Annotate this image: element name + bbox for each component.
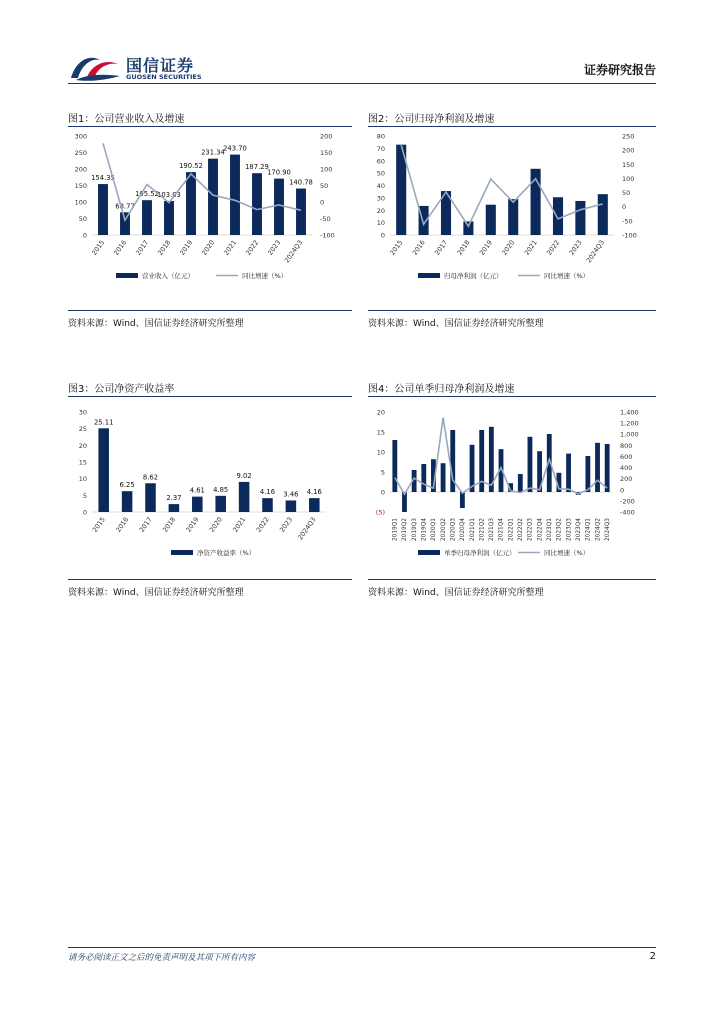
chart-quarterly-profit <box>368 400 656 580</box>
bar-2020 <box>508 199 518 235</box>
y-right-tick-label: -50 <box>622 217 633 226</box>
x-tick-label: 2023Q2 <box>556 518 563 542</box>
data-label: 2.37 <box>166 494 182 503</box>
bar-2019Q4 <box>421 464 426 492</box>
y-left-tick-label: 20 <box>78 441 87 450</box>
y-left-tick-label: 0 <box>380 488 385 497</box>
data-label: 4.61 <box>189 486 205 495</box>
x-tick-label: 2020Q3 <box>450 518 457 542</box>
x-tick-label: 2020 <box>200 238 217 257</box>
x-tick-label: 2017 <box>134 238 151 257</box>
logo-english-name: GUOSEN SECURITIES <box>126 73 202 81</box>
data-label: 170.90 <box>267 168 291 177</box>
data-label: 25.11 <box>93 418 114 427</box>
figure-panel-2 <box>368 110 656 335</box>
legend-bar-swatch <box>171 550 193 555</box>
x-tick-label: 2024Q3 <box>584 238 607 265</box>
x-tick-label: 2019 <box>184 515 201 534</box>
bar-2024Q1 <box>585 456 590 492</box>
x-tick-label: 2022Q2 <box>518 518 525 542</box>
y-right-tick-label: 400 <box>620 464 633 473</box>
x-tick-label: 2021 <box>222 238 239 257</box>
x-tick-label: 2023 <box>278 515 295 534</box>
y-left-tick-label: 30 <box>78 408 87 417</box>
y-right-tick-label: -50 <box>320 215 331 223</box>
bar-2024Q3 <box>296 189 306 235</box>
bar-2023 <box>286 500 297 512</box>
y-left-tick-label: 30 <box>376 194 385 203</box>
bar-2017 <box>142 200 152 235</box>
x-tick-label: 2017 <box>433 238 450 257</box>
x-tick-label: 2019Q2 <box>402 518 409 542</box>
figure-source: 资料来源：Wind、国信证券经济研究所整理 <box>68 319 244 329</box>
chart-revenue <box>68 130 352 310</box>
y-right-tick-label: 150 <box>622 160 635 169</box>
legend-bar-swatch <box>116 273 138 278</box>
x-tick-label: 2016 <box>112 238 129 257</box>
guosen-logo-icon <box>68 50 124 86</box>
y-left-tick-label: 15 <box>376 428 385 437</box>
bar-2020 <box>215 496 226 512</box>
y-left-tick-label: 10 <box>376 219 385 228</box>
chart-roe <box>68 400 352 580</box>
logo-chinese-name: 国信证券 <box>126 56 195 75</box>
x-tick-label: 2018 <box>161 515 178 534</box>
bar-2019Q1 <box>392 440 397 492</box>
x-tick-label: 2022Q4 <box>537 518 544 542</box>
y-left-tick-label: 80 <box>376 132 385 141</box>
x-tick-label: 2020Q1 <box>431 518 438 542</box>
y-left-tick-label: 0 <box>82 508 87 517</box>
y-right-tick-label: -400 <box>620 508 635 517</box>
y-right-tick-label: -100 <box>622 231 637 240</box>
x-tick-label: 2021Q3 <box>489 518 496 542</box>
guosen-logo <box>68 50 208 86</box>
data-label: 68.77 <box>115 202 135 211</box>
y-left-tick-label: 0 <box>380 231 385 240</box>
y-left-tick-label: 100 <box>74 198 87 207</box>
legend-entry: 单季归母净利润（亿元） <box>444 549 516 557</box>
bar-2020Q4 <box>460 492 465 508</box>
y-right-tick-label: -100 <box>320 231 335 240</box>
figure-bottom-rule <box>68 579 352 580</box>
legend-entry: 归母净利润（亿元） <box>444 272 503 280</box>
x-tick-label: 2019 <box>178 238 195 257</box>
bar-2021 <box>239 482 250 512</box>
figure-panel-1 <box>68 110 352 335</box>
bar-2015 <box>98 184 108 235</box>
legend-entry: 同比增速（%） <box>242 272 288 280</box>
x-tick-label: 2023Q4 <box>575 518 582 542</box>
data-label: 8.62 <box>142 473 159 482</box>
y-left-tick-label: 0 <box>82 231 87 240</box>
x-tick-label: 2023 <box>266 238 283 257</box>
bar-2015 <box>98 428 109 512</box>
chart-net-profit <box>368 130 656 310</box>
growth-line <box>401 145 603 226</box>
data-label: 3.46 <box>283 490 299 499</box>
bar-2016 <box>122 491 133 512</box>
figure-title: 图3：公司净资产收益率 <box>68 384 175 395</box>
page-header <box>68 50 656 86</box>
x-tick-label: 2022 <box>244 238 261 257</box>
page-number: 2 <box>649 951 656 962</box>
data-label: 140.78 <box>289 178 313 187</box>
x-tick-label: 2024Q3 <box>604 518 611 542</box>
y-right-tick-label: 1,400 <box>620 408 639 417</box>
x-tick-label: 2021 <box>522 238 539 257</box>
x-tick-label: 2015 <box>90 238 107 257</box>
data-label: 105.52 <box>135 190 159 199</box>
figure-title: 图2：公司归母净利润及增速 <box>368 114 495 125</box>
x-tick-label: 2021Q4 <box>498 518 505 542</box>
y-right-tick-label: 0 <box>320 198 325 207</box>
x-tick-label: 2023Q1 <box>547 518 554 542</box>
legend-bar-swatch <box>418 273 440 278</box>
figure-title-rule <box>68 396 352 397</box>
data-label: 4.16 <box>306 488 322 497</box>
footer-divider <box>68 947 656 948</box>
header-divider <box>68 83 656 84</box>
x-tick-label: 2024Q3 <box>282 238 305 265</box>
figure-title: 图1：公司营业收入及增速 <box>68 114 185 125</box>
x-tick-label: 2016 <box>410 238 427 257</box>
figure-panel-3 <box>68 380 352 605</box>
x-tick-label: 2021 <box>231 515 248 534</box>
legend-entry: 同比增速（%） <box>544 549 590 557</box>
y-right-tick-label: 150 <box>320 149 333 157</box>
x-tick-label: 2020 <box>500 238 517 257</box>
y-left-tick-label: 60 <box>376 157 385 166</box>
y-right-tick-label: 50 <box>320 182 329 190</box>
x-tick-label: 2019Q4 <box>421 518 428 542</box>
y-right-tick-label: 600 <box>620 452 633 461</box>
figure-title: 图4：公司单季归母净利润及增速 <box>368 384 515 395</box>
bar-2018 <box>463 221 473 235</box>
data-label: 4.16 <box>259 488 276 497</box>
y-right-tick-label: -200 <box>620 497 635 506</box>
figure-source: 资料来源：Wind、国信证券经济研究所整理 <box>368 319 544 329</box>
y-left-tick-label: 50 <box>376 169 385 178</box>
x-tick-label: 2020Q4 <box>460 518 467 542</box>
figure-title-rule <box>368 396 656 397</box>
figure-bottom-rule <box>368 579 656 580</box>
y-left-tick-label: 300 <box>74 132 87 141</box>
bar-2022 <box>252 173 262 235</box>
y-right-tick-label: 200 <box>320 132 333 141</box>
x-tick-label: 2019Q1 <box>392 518 399 542</box>
data-label: 154.35 <box>91 174 115 183</box>
y-right-tick-label: 1,000 <box>620 430 639 439</box>
data-label: 187.29 <box>245 163 269 172</box>
legend-entry: 净资产收益率（%） <box>197 549 256 557</box>
x-tick-label: 2015 <box>90 515 107 534</box>
x-tick-label: 2015 <box>388 238 405 257</box>
bar-2024Q3 <box>605 444 610 492</box>
figure-bottom-rule <box>368 310 656 311</box>
x-tick-label: 2019 <box>477 238 495 257</box>
y-right-tick-label: 250 <box>622 132 635 141</box>
y-right-tick-label: 0 <box>620 486 625 495</box>
figure-title-rule <box>368 126 656 127</box>
x-tick-label: 2018 <box>156 238 173 257</box>
y-left-tick-label: 200 <box>74 165 87 174</box>
x-tick-label: 2023Q3 <box>566 518 573 542</box>
data-label: 190.52 <box>179 162 203 171</box>
bar-2022Q2 <box>518 474 523 492</box>
data-label: 231.34 <box>201 148 225 157</box>
y-right-tick-label: 200 <box>620 475 633 484</box>
bar-2019 <box>186 172 196 235</box>
figure-panel-4 <box>368 380 656 605</box>
y-right-tick-label: 200 <box>622 146 635 155</box>
x-tick-label: 2024Q3 <box>296 515 318 542</box>
x-tick-label: 2022Q3 <box>527 518 534 542</box>
data-label: 103.03 <box>157 191 181 200</box>
x-tick-label: 2023 <box>567 238 584 257</box>
y-right-tick-label: 50 <box>622 189 631 198</box>
figure-source: 资料来源：Wind、国信证券经济研究所整理 <box>368 588 544 598</box>
y-right-tick-label: 1,200 <box>620 419 639 428</box>
x-tick-label: 2024Q2 <box>595 518 602 542</box>
bar-2019 <box>192 497 203 512</box>
y-left-tick-label: 10 <box>376 448 385 457</box>
x-tick-label: 2021Q2 <box>479 518 486 542</box>
data-label: 243.70 <box>223 144 247 153</box>
y-left-tick-label: 40 <box>376 182 385 190</box>
figure-title-rule <box>68 126 352 127</box>
y-right-tick-label: 100 <box>622 174 635 183</box>
bar-2017 <box>145 483 156 512</box>
bar-2019 <box>486 205 496 235</box>
legend-bar-swatch <box>418 550 440 555</box>
figure-bottom-rule <box>68 310 352 311</box>
y-left-tick-label: (5) <box>375 508 385 517</box>
y-left-tick-label: 5 <box>380 468 385 477</box>
x-tick-label: 2022 <box>545 238 562 257</box>
x-tick-label: 2019Q3 <box>411 518 418 542</box>
figure-source: 资料来源：Wind、国信证券经济研究所整理 <box>68 588 244 598</box>
x-tick-label: 2022 <box>254 515 271 534</box>
bar-2023Q3 <box>566 454 571 492</box>
bar-2020Q2 <box>441 463 446 492</box>
bar-2018 <box>169 504 180 512</box>
footer-disclaimer: 请务必阅读正文之后的免责声明及其项下所有内容 <box>68 953 256 963</box>
x-tick-label: 2024Q1 <box>585 518 592 542</box>
report-type-label: 证券研究报告 <box>583 63 656 77</box>
bar-2023 <box>274 179 284 235</box>
bar-2024Q2 <box>595 443 600 492</box>
x-tick-label: 2017 <box>137 515 154 534</box>
bar-2018 <box>164 201 174 235</box>
bar-2023 <box>575 201 585 235</box>
bar-2022Q3 <box>528 437 533 492</box>
y-right-tick-label: 800 <box>620 441 633 450</box>
y-left-tick-label: 10 <box>78 475 87 484</box>
legend-entry: 营业收入（亿元） <box>142 272 194 280</box>
y-left-tick-label: 20 <box>376 206 385 215</box>
bar-2024Q3 <box>598 194 608 235</box>
y-right-tick-label: 0 <box>622 203 627 212</box>
bar-2024Q3 <box>309 498 320 512</box>
y-left-tick-label: 50 <box>78 215 87 223</box>
x-tick-label: 2018 <box>455 238 472 257</box>
y-right-tick-label: 100 <box>320 165 333 174</box>
y-left-tick-label: 250 <box>74 149 87 157</box>
y-left-tick-label: 150 <box>74 182 87 190</box>
y-left-tick-label: 15 <box>78 458 87 467</box>
x-tick-label: 2016 <box>114 515 131 534</box>
data-label: 4.85 <box>213 485 229 494</box>
bar-2022 <box>553 197 563 235</box>
data-label: 9.02 <box>236 471 252 480</box>
x-tick-label: 2020 <box>207 515 224 534</box>
bar-2020 <box>208 159 218 235</box>
x-tick-label: 2022Q1 <box>508 518 515 542</box>
x-tick-label: 2021Q1 <box>469 518 476 542</box>
bar-2021 <box>230 155 240 235</box>
y-left-tick-label: 25 <box>78 425 87 434</box>
y-left-tick-label: 20 <box>376 408 385 417</box>
legend-entry: 同比增速（%） <box>544 272 590 280</box>
x-tick-label: 2020Q2 <box>440 518 447 542</box>
y-left-tick-label: 5 <box>82 491 87 500</box>
data-label: 6.25 <box>119 481 135 490</box>
bar-2022 <box>262 498 273 512</box>
y-left-tick-label: 70 <box>376 144 385 153</box>
